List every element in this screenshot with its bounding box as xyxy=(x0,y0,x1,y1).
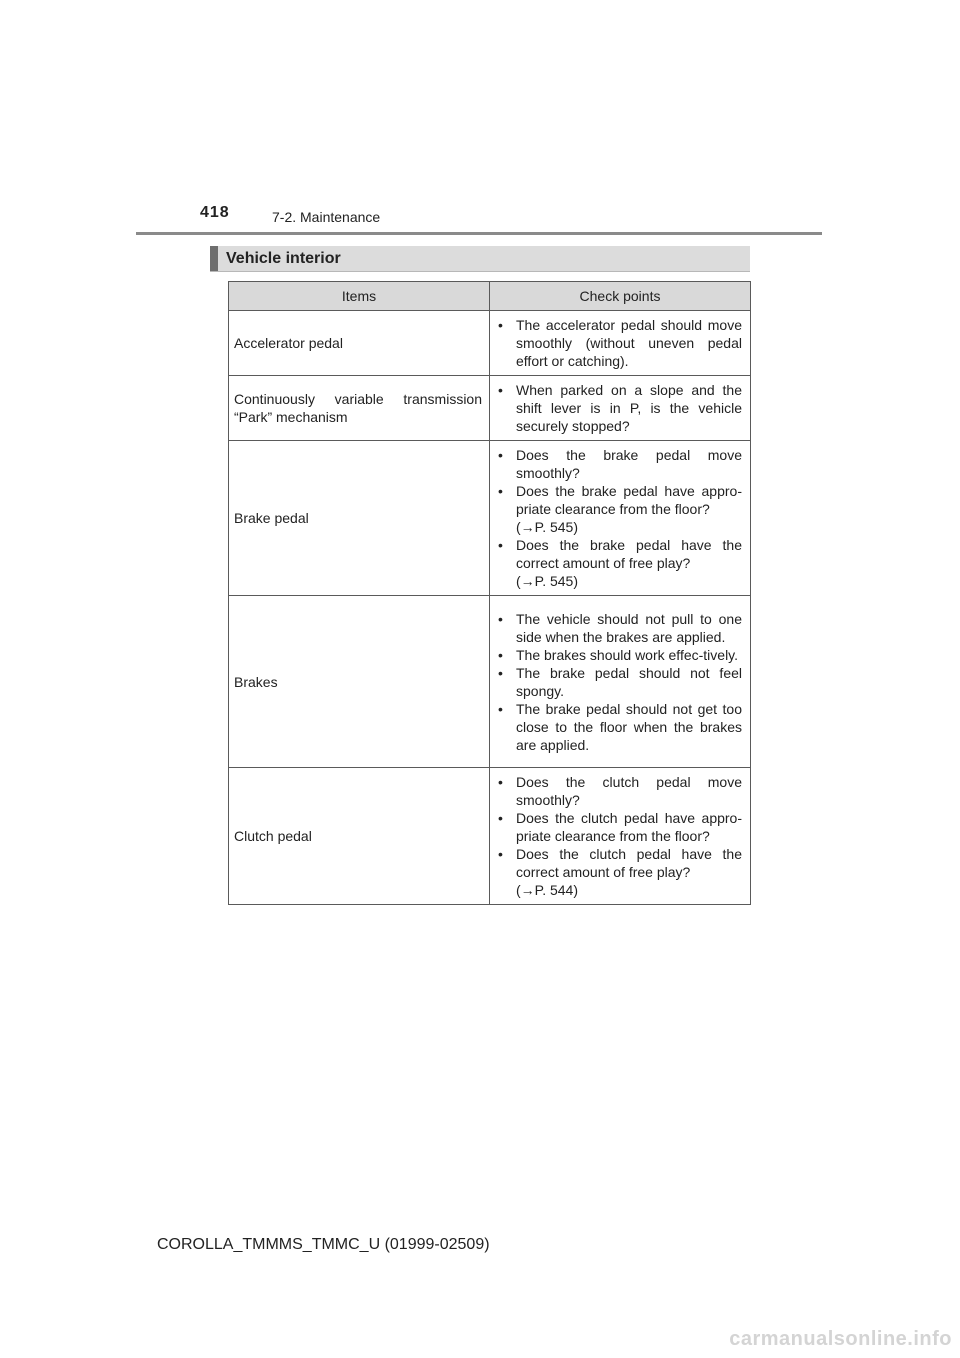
check-point-item xyxy=(498,845,742,899)
page-reference: (→P. 544) xyxy=(516,882,578,898)
table-body xyxy=(229,311,751,905)
column-header-items: Items xyxy=(229,282,490,311)
table-row xyxy=(229,441,751,596)
table-header-row xyxy=(229,282,751,311)
check-point-list xyxy=(498,773,742,899)
check-points-cell xyxy=(490,596,751,768)
check-point-text: Does the brake pedal move smoothly? xyxy=(516,447,742,481)
check-points-cell xyxy=(490,376,751,441)
bullet-icon: • xyxy=(498,447,503,463)
check-point-item xyxy=(498,664,742,700)
check-point-text: When parked on a slope and the shift lever is in P, is the vehicle securely stopped? xyxy=(516,382,742,434)
check-point-list xyxy=(498,446,742,590)
check-point-text: The accelerator pedal should move smoothly (without uneven pedal effort or catching). xyxy=(516,317,742,369)
bullet-icon: • xyxy=(498,646,503,663)
check-point-list xyxy=(498,316,742,370)
check-point-text: The brake pedal should not feel spongy. xyxy=(516,664,742,699)
check-point-item xyxy=(498,610,742,646)
page-reference: (→P. 545) xyxy=(516,519,578,535)
header-divider xyxy=(136,232,822,235)
check-point-item xyxy=(498,700,742,754)
bullet-icon: • xyxy=(498,483,503,499)
bullet-icon: • xyxy=(498,610,503,627)
check-point-text: Does the clutch pedal move smoothly? xyxy=(516,774,742,808)
check-point-text: Does the brake pedal have appro-priate clearance from the floor? xyxy=(516,483,742,517)
check-point-item xyxy=(498,536,742,590)
item-cell: Clutch pedal xyxy=(229,768,490,905)
heading-accent xyxy=(210,246,218,271)
check-points-cell xyxy=(490,441,751,596)
check-point-text: Does the clutch pedal have the correct amount of free play? xyxy=(516,846,742,880)
check-point-item xyxy=(498,381,742,435)
bullet-icon: • xyxy=(498,664,503,681)
item-cell: Continuously variable transmission “Park” mechanism xyxy=(229,376,490,441)
bullet-icon: • xyxy=(498,700,503,717)
section-heading-bar xyxy=(210,246,750,272)
item-cell: Accelerator pedal xyxy=(229,311,490,376)
check-point-text: The vehicle should not pull to one side when the brakes are applied. xyxy=(516,610,742,645)
table-row xyxy=(229,376,751,441)
check-point-text: The brake pedal should not get too close to the floor when the brakes are applied. xyxy=(516,700,742,753)
check-point-item xyxy=(498,773,742,809)
item-cell: Brakes xyxy=(229,596,490,768)
check-point-item xyxy=(498,316,742,370)
check-point-text: The brakes should work effec-tively. xyxy=(516,646,739,663)
bullet-icon: • xyxy=(498,382,503,398)
check-point-item xyxy=(498,646,742,664)
table-row xyxy=(229,596,751,768)
page-number: 418 xyxy=(200,204,230,221)
check-point-item xyxy=(498,482,742,536)
check-point-item xyxy=(498,809,742,845)
column-header-check-points: Check points xyxy=(490,282,751,311)
bullet-icon: • xyxy=(498,810,503,826)
check-point-text: Does the clutch pedal have appro-priate clearance from the floor? xyxy=(516,810,742,844)
check-point-item xyxy=(498,446,742,482)
check-point-list xyxy=(498,381,742,435)
check-point-list xyxy=(498,610,742,754)
page-reference: (→P. 545) xyxy=(516,573,578,589)
bullet-icon: • xyxy=(498,537,503,553)
watermark: carmanualsonline.info xyxy=(729,1328,952,1350)
check-points-cell xyxy=(490,311,751,376)
bullet-icon: • xyxy=(498,317,503,333)
check-points-cell xyxy=(490,768,751,905)
bullet-icon: • xyxy=(498,846,503,862)
section-heading: Vehicle interior xyxy=(226,250,341,267)
item-cell: Brake pedal xyxy=(229,441,490,596)
document-footer: COROLLA_TMMMS_TMMC_U (01999-02509) xyxy=(157,1236,490,1253)
check-point-text: Does the brake pedal have the correct amount of free play? xyxy=(516,537,742,571)
table-row xyxy=(229,311,751,376)
inspection-table xyxy=(228,281,751,905)
bullet-icon: • xyxy=(498,774,503,790)
table-row xyxy=(229,768,751,905)
section-title: 7-2. Maintenance xyxy=(272,209,381,225)
